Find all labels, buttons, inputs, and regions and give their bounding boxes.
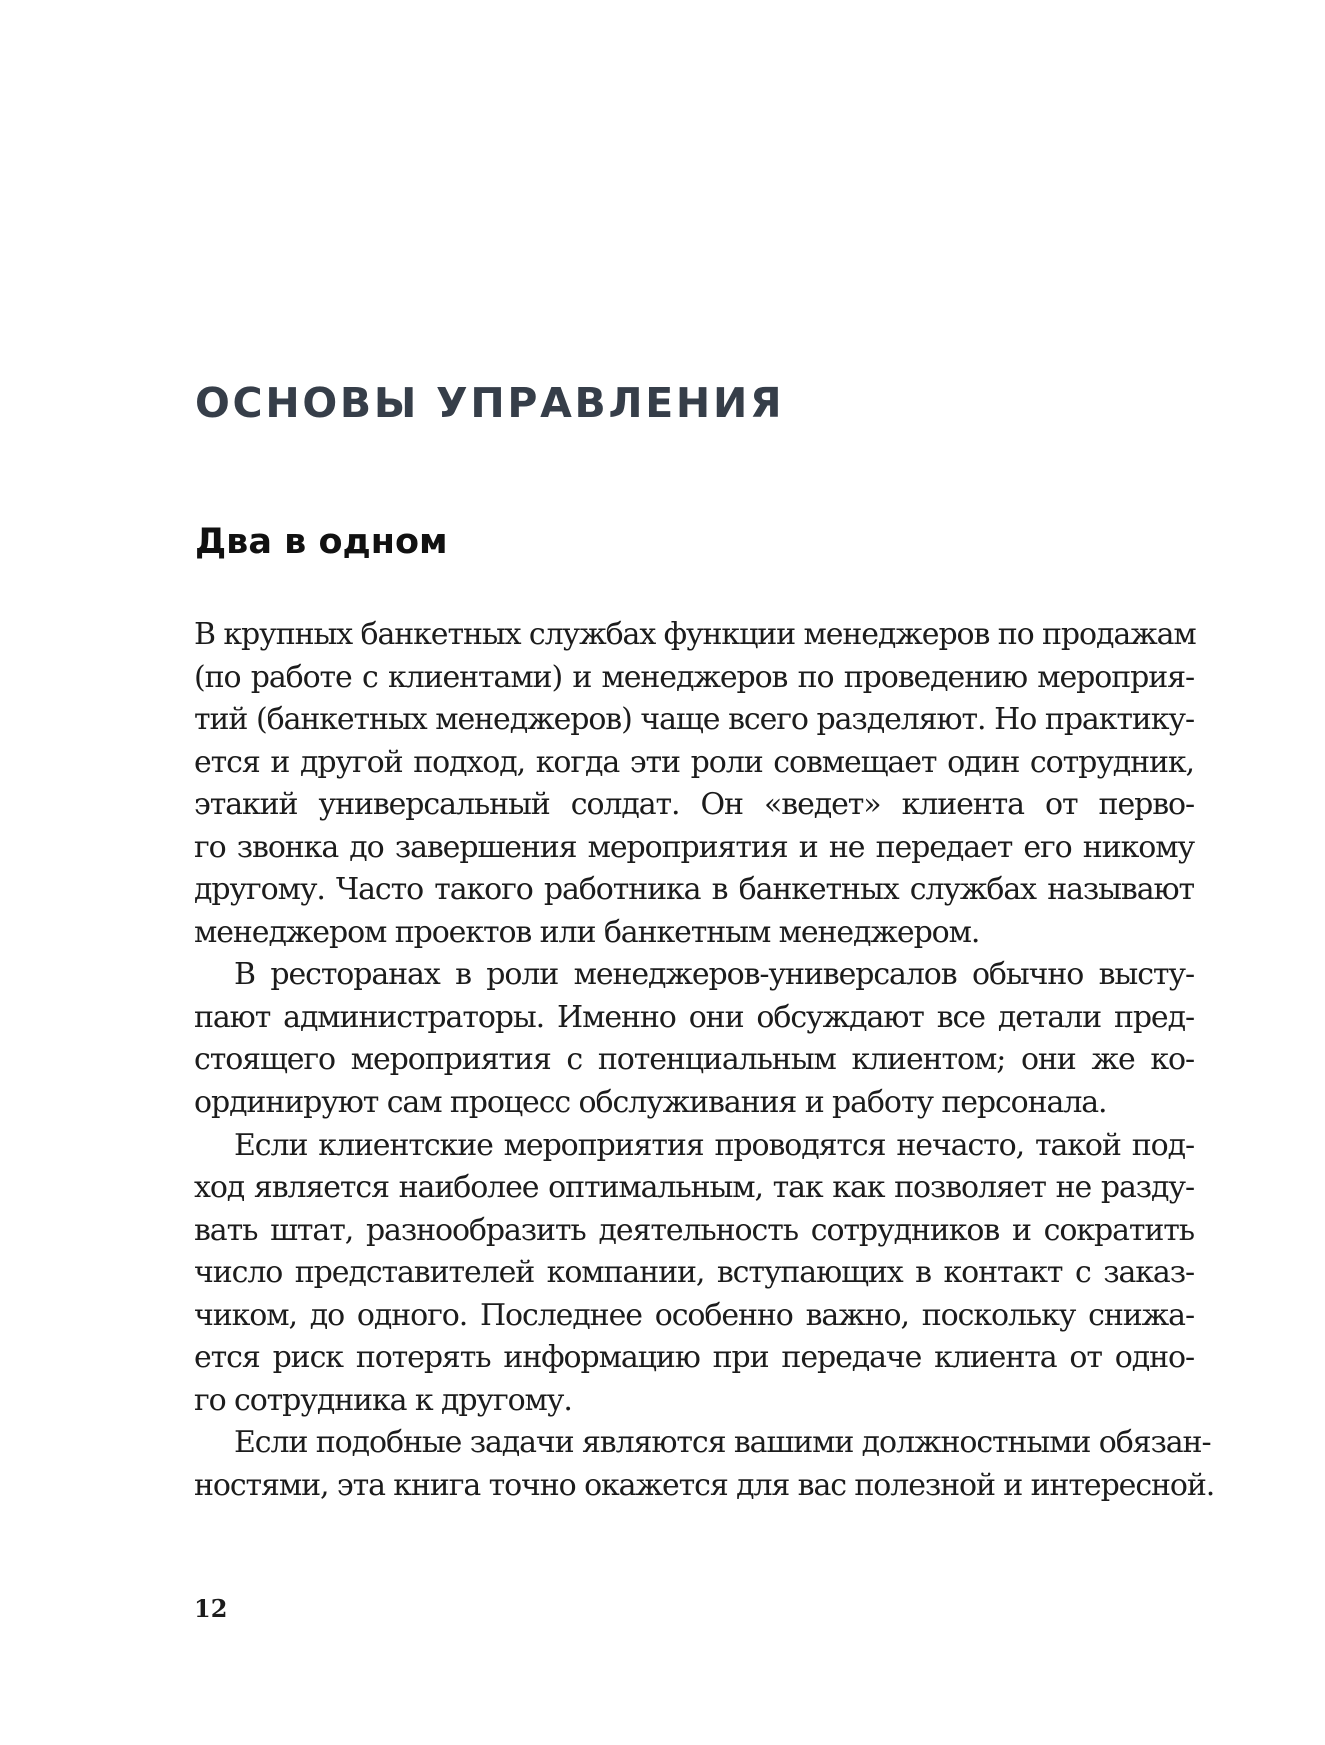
- text-line: ется риск потерять информацию при передаче клиента от одно-: [194, 1340, 1194, 1376]
- text-line: вать штат, разнообразить деятельность сотрудников и сократить: [194, 1212, 1194, 1248]
- text-line: Если подобные задачи являются вашими должностными обязан-: [234, 1425, 1211, 1461]
- text-line: чиком, до одного. Последнее особенно важно, поскольку снижа-: [194, 1297, 1194, 1333]
- text-line: ординируют сам процесс обслуживания и работу персонала.: [194, 1085, 1107, 1121]
- chapter-title: ОСНОВЫ УПРАВЛЕНИЯ: [195, 379, 785, 427]
- text-line: другому. Часто такого работника в банкетных службах называют: [194, 872, 1194, 908]
- text-line: ностями, эта книга точно окажется для вас полезной и интересной.: [194, 1467, 1215, 1503]
- text-line: Если клиентские мероприятия проводятся нечасто, такой под-: [234, 1127, 1194, 1163]
- section-title: Два в одном: [195, 522, 448, 562]
- body-text: [194, 614, 1215, 1507]
- text-line: число представителей компании, вступающих в контакт с заказ-: [194, 1255, 1194, 1291]
- text-line: ход является наиболее оптимальным, так как позволяет не разду-: [194, 1170, 1194, 1206]
- text-line: стоящего мероприятия с потенциальным клиентом; они же ко-: [194, 1042, 1194, 1078]
- text-line: го звонка до завершения мероприятия и не передает его никому: [194, 829, 1194, 865]
- page-number: 12: [194, 1594, 228, 1623]
- text-line: менеджером проектов или банкетным менеджером.: [194, 914, 980, 950]
- text-line: тий (банкетных менеджеров) чаще всего разделяют. Но практику-: [194, 702, 1194, 738]
- text-line: В ресторанах в роли менеджеров-универсалов обычно высту-: [234, 957, 1194, 993]
- text-line: (по работе с клиентами) и менеджеров по проведению мероприя-: [194, 659, 1194, 695]
- text-line: этакий универсальный солдат. Он «ведет» клиента от перво-: [194, 787, 1194, 823]
- text-line: го сотрудника к другому.: [194, 1382, 572, 1418]
- text-line: пают администраторы. Именно они обсуждают все детали пред-: [194, 999, 1194, 1035]
- text-line: ется и другой подход, когда эти роли совмещает один сотрудник,: [194, 744, 1194, 780]
- text-line: В крупных банкетных службах функции менеджеров по продажам: [194, 617, 1196, 652]
